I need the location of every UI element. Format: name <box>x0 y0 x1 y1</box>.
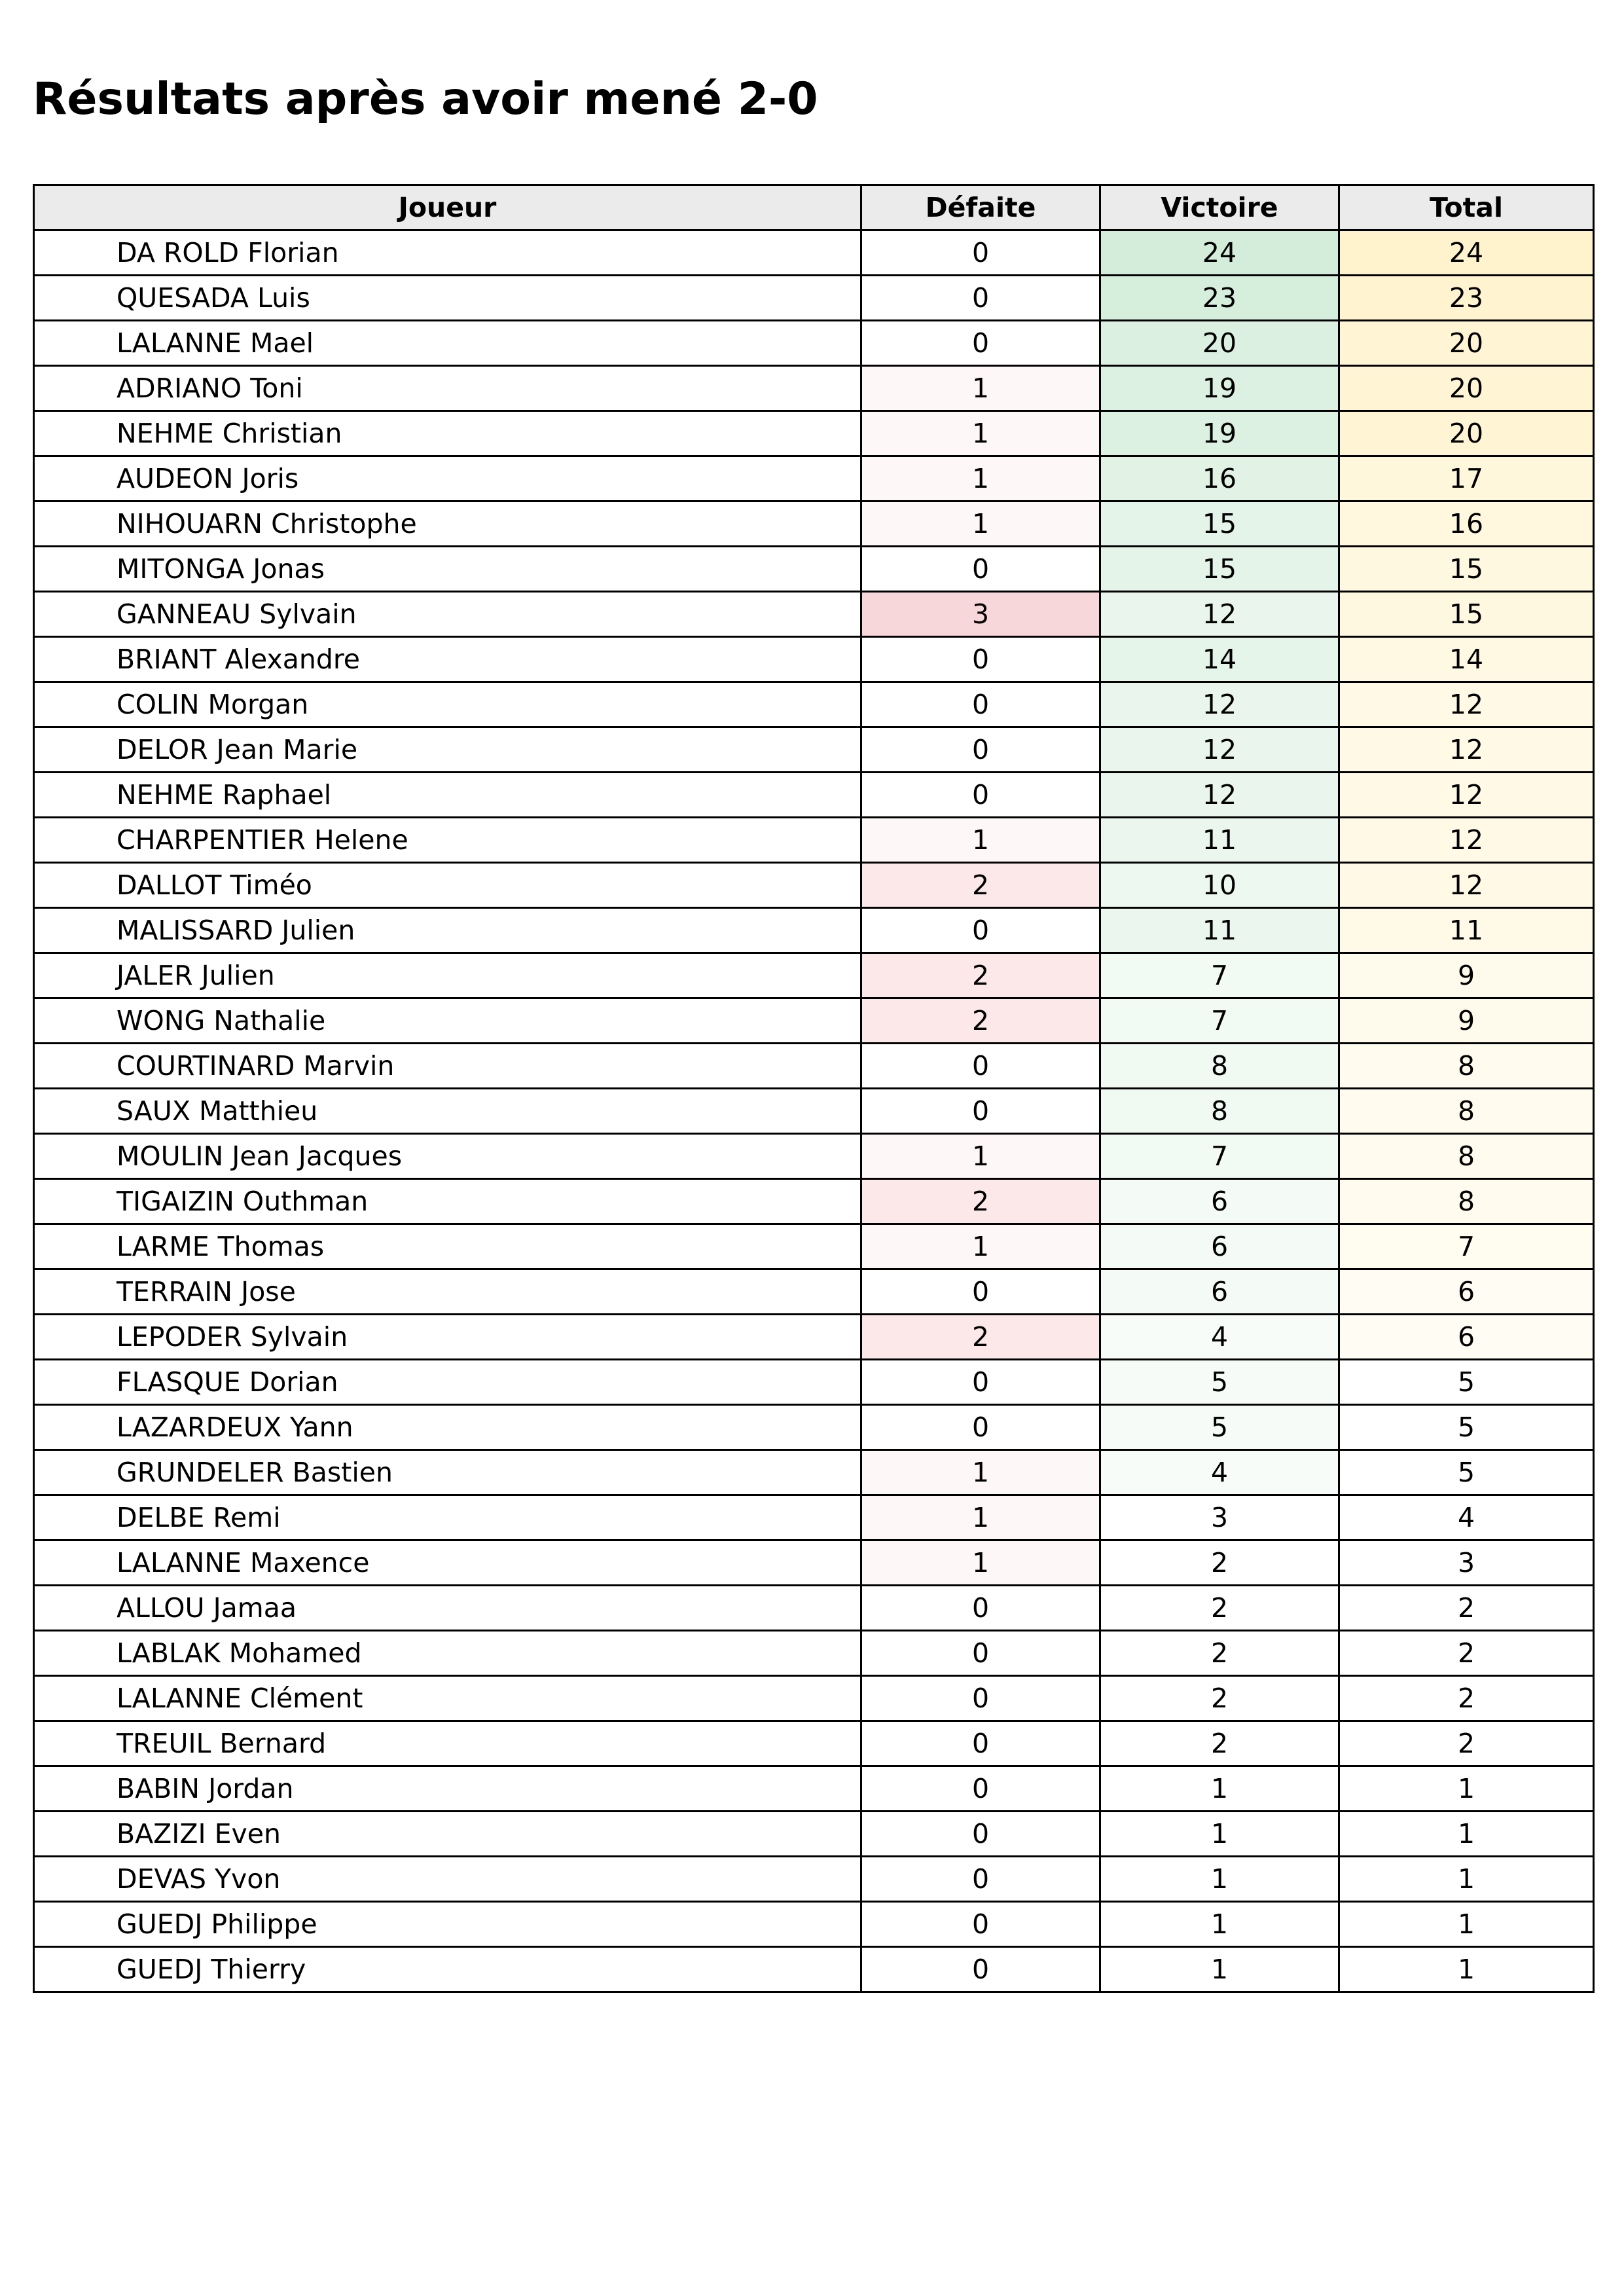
table-row <box>34 456 1594 501</box>
player-name-cell: DALLOT Timéo <box>34 863 861 908</box>
total-cell: 1 <box>1339 1766 1594 1812</box>
loss-cell: 0 <box>861 547 1100 592</box>
loss-cell: 0 <box>861 727 1100 773</box>
player-name-cell: LAZARDEUX Yann <box>34 1405 861 1450</box>
player-name-cell: FLASQUE Dorian <box>34 1360 861 1405</box>
win-cell: 20 <box>1100 321 1339 366</box>
player-name-cell: ADRIANO Toni <box>34 366 861 411</box>
column-header-win: Victoire <box>1100 185 1339 230</box>
loss-cell: 0 <box>861 1631 1100 1676</box>
table-row <box>34 1631 1594 1676</box>
table-row <box>34 1450 1594 1495</box>
total-cell: 7 <box>1339 1224 1594 1269</box>
win-cell: 2 <box>1100 1676 1339 1721</box>
table-row <box>34 863 1594 908</box>
win-cell: 5 <box>1100 1405 1339 1450</box>
table-row <box>34 276 1594 321</box>
loss-cell: 0 <box>861 1360 1100 1405</box>
loss-cell: 0 <box>861 1947 1100 1992</box>
loss-cell: 1 <box>861 456 1100 501</box>
loss-cell: 0 <box>861 1089 1100 1134</box>
win-cell: 8 <box>1100 1089 1339 1134</box>
win-cell: 2 <box>1100 1586 1339 1631</box>
player-name-cell: WONG Nathalie <box>34 998 861 1044</box>
loss-cell: 0 <box>861 321 1100 366</box>
player-name-cell: LALANNE Maxence <box>34 1540 861 1586</box>
table-row <box>34 1766 1594 1812</box>
loss-cell: 1 <box>861 1495 1100 1540</box>
win-cell: 1 <box>1100 1902 1339 1947</box>
loss-cell: 1 <box>861 1134 1100 1179</box>
win-cell: 1 <box>1100 1766 1339 1812</box>
player-name-cell: NIHOUARN Christophe <box>34 501 861 547</box>
column-header-total: Total <box>1339 185 1594 230</box>
win-cell: 6 <box>1100 1269 1339 1315</box>
table-row <box>34 1721 1594 1766</box>
table-row <box>34 818 1594 863</box>
table-row <box>34 637 1594 682</box>
total-cell: 3 <box>1339 1540 1594 1586</box>
win-cell: 8 <box>1100 1044 1339 1089</box>
total-cell: 23 <box>1339 276 1594 321</box>
total-cell: 4 <box>1339 1495 1594 1540</box>
table-row <box>34 501 1594 547</box>
loss-cell: 2 <box>861 863 1100 908</box>
player-name-cell: GUEDJ Philippe <box>34 1902 861 1947</box>
win-cell: 11 <box>1100 818 1339 863</box>
total-cell: 2 <box>1339 1721 1594 1766</box>
player-name-cell: LARME Thomas <box>34 1224 861 1269</box>
player-name-cell: LALANNE Clément <box>34 1676 861 1721</box>
table-row <box>34 1405 1594 1450</box>
table-row <box>34 1812 1594 1857</box>
total-cell: 6 <box>1339 1315 1594 1360</box>
loss-cell: 2 <box>861 1179 1100 1224</box>
total-cell: 20 <box>1339 366 1594 411</box>
player-name-cell: ALLOU Jamaa <box>34 1586 861 1631</box>
total-cell: 1 <box>1339 1947 1594 1992</box>
table-row <box>34 908 1594 953</box>
loss-cell: 1 <box>861 1450 1100 1495</box>
total-cell: 5 <box>1339 1405 1594 1450</box>
column-header-player: Joueur <box>34 185 861 230</box>
loss-cell: 0 <box>861 1044 1100 1089</box>
column-header-loss: Défaite <box>861 185 1100 230</box>
total-cell: 8 <box>1339 1179 1594 1224</box>
total-cell: 8 <box>1339 1134 1594 1179</box>
player-name-cell: NEHME Christian <box>34 411 861 456</box>
total-cell: 2 <box>1339 1586 1594 1631</box>
total-cell: 2 <box>1339 1631 1594 1676</box>
total-cell: 14 <box>1339 637 1594 682</box>
total-cell: 15 <box>1339 547 1594 592</box>
win-cell: 5 <box>1100 1360 1339 1405</box>
loss-cell: 0 <box>861 1676 1100 1721</box>
table-row <box>34 1947 1594 1992</box>
loss-cell: 1 <box>861 366 1100 411</box>
table-row <box>34 1586 1594 1631</box>
results-body <box>34 230 1594 1992</box>
loss-cell: 0 <box>861 1269 1100 1315</box>
win-cell: 15 <box>1100 501 1339 547</box>
loss-cell: 1 <box>861 818 1100 863</box>
win-cell: 15 <box>1100 547 1339 592</box>
loss-cell: 0 <box>861 908 1100 953</box>
player-name-cell: BRIANT Alexandre <box>34 637 861 682</box>
loss-cell: 0 <box>861 1812 1100 1857</box>
win-cell: 19 <box>1100 366 1339 411</box>
win-cell: 1 <box>1100 1857 1339 1902</box>
loss-cell: 0 <box>861 230 1100 276</box>
total-cell: 5 <box>1339 1450 1594 1495</box>
win-cell: 4 <box>1100 1450 1339 1495</box>
table-row <box>34 998 1594 1044</box>
player-name-cell: DELBE Remi <box>34 1495 861 1540</box>
player-name-cell: DELOR Jean Marie <box>34 727 861 773</box>
table-row <box>34 1902 1594 1947</box>
table-row <box>34 1540 1594 1586</box>
player-name-cell: CHARPENTIER Helene <box>34 818 861 863</box>
win-cell: 12 <box>1100 727 1339 773</box>
win-cell: 12 <box>1100 773 1339 818</box>
player-name-cell: BABIN Jordan <box>34 1766 861 1812</box>
player-name-cell: TREUIL Bernard <box>34 1721 861 1766</box>
total-cell: 24 <box>1339 230 1594 276</box>
loss-cell: 0 <box>861 1902 1100 1947</box>
win-cell: 19 <box>1100 411 1339 456</box>
player-name-cell: MALISSARD Julien <box>34 908 861 953</box>
total-cell: 5 <box>1339 1360 1594 1405</box>
player-name-cell: LABLAK Mohamed <box>34 1631 861 1676</box>
player-name-cell: LALANNE Mael <box>34 321 861 366</box>
table-row <box>34 1315 1594 1360</box>
win-cell: 12 <box>1100 592 1339 637</box>
table-row <box>34 1857 1594 1902</box>
total-cell: 20 <box>1339 411 1594 456</box>
total-cell: 8 <box>1339 1089 1594 1134</box>
player-name-cell: COLIN Morgan <box>34 682 861 727</box>
player-name-cell: GRUNDELER Bastien <box>34 1450 861 1495</box>
player-name-cell: MITONGA Jonas <box>34 547 861 592</box>
win-cell: 2 <box>1100 1540 1339 1586</box>
header-row <box>34 185 1594 230</box>
loss-cell: 3 <box>861 592 1100 637</box>
win-cell: 2 <box>1100 1721 1339 1766</box>
player-name-cell: TERRAIN Jose <box>34 1269 861 1315</box>
player-name-cell: JALER Julien <box>34 953 861 998</box>
loss-cell: 1 <box>861 1224 1100 1269</box>
win-cell: 2 <box>1100 1631 1339 1676</box>
loss-cell: 2 <box>861 998 1100 1044</box>
loss-cell: 1 <box>861 411 1100 456</box>
loss-cell: 0 <box>861 1857 1100 1902</box>
table-row <box>34 953 1594 998</box>
win-cell: 12 <box>1100 682 1339 727</box>
win-cell: 14 <box>1100 637 1339 682</box>
win-cell: 3 <box>1100 1495 1339 1540</box>
player-name-cell: DA ROLD Florian <box>34 230 861 276</box>
table-row <box>34 547 1594 592</box>
table-row <box>34 773 1594 818</box>
player-name-cell: AUDEON Joris <box>34 456 861 501</box>
player-name-cell: SAUX Matthieu <box>34 1089 861 1134</box>
loss-cell: 0 <box>861 1721 1100 1766</box>
player-name-cell: MOULIN Jean Jacques <box>34 1134 861 1179</box>
win-cell: 1 <box>1100 1812 1339 1857</box>
win-cell: 11 <box>1100 908 1339 953</box>
loss-cell: 0 <box>861 773 1100 818</box>
table-row <box>34 1134 1594 1179</box>
total-cell: 2 <box>1339 1676 1594 1721</box>
player-name-cell: GUEDJ Thierry <box>34 1947 861 1992</box>
table-row <box>34 1360 1594 1405</box>
results-table <box>33 184 1595 1993</box>
win-cell: 1 <box>1100 1947 1339 1992</box>
win-cell: 24 <box>1100 230 1339 276</box>
player-name-cell: NEHME Raphael <box>34 773 861 818</box>
win-cell: 23 <box>1100 276 1339 321</box>
loss-cell: 1 <box>861 501 1100 547</box>
win-cell: 7 <box>1100 1134 1339 1179</box>
loss-cell: 0 <box>861 1766 1100 1812</box>
win-cell: 7 <box>1100 998 1339 1044</box>
total-cell: 12 <box>1339 773 1594 818</box>
table-row <box>34 1676 1594 1721</box>
total-cell: 1 <box>1339 1902 1594 1947</box>
loss-cell: 0 <box>861 637 1100 682</box>
player-name-cell: DEVAS Yvon <box>34 1857 861 1902</box>
win-cell: 6 <box>1100 1224 1339 1269</box>
total-cell: 8 <box>1339 1044 1594 1089</box>
player-name-cell: COURTINARD Marvin <box>34 1044 861 1089</box>
total-cell: 11 <box>1339 908 1594 953</box>
total-cell: 6 <box>1339 1269 1594 1315</box>
table-row <box>34 592 1594 637</box>
table-row <box>34 366 1594 411</box>
loss-cell: 2 <box>861 1315 1100 1360</box>
total-cell: 9 <box>1339 998 1594 1044</box>
total-cell: 1 <box>1339 1857 1594 1902</box>
table-row <box>34 1224 1594 1269</box>
table-row <box>34 1089 1594 1134</box>
loss-cell: 1 <box>861 1540 1100 1586</box>
total-cell: 16 <box>1339 501 1594 547</box>
table-row <box>34 1495 1594 1540</box>
table-row <box>34 230 1594 276</box>
page-title: Résultats après avoir mené 2-0 <box>33 73 818 125</box>
total-cell: 9 <box>1339 953 1594 998</box>
loss-cell: 2 <box>861 953 1100 998</box>
table-row <box>34 1269 1594 1315</box>
total-cell: 12 <box>1339 863 1594 908</box>
table-row <box>34 321 1594 366</box>
player-name-cell: GANNEAU Sylvain <box>34 592 861 637</box>
table-row <box>34 727 1594 773</box>
win-cell: 7 <box>1100 953 1339 998</box>
player-name-cell: BAZIZI Even <box>34 1812 861 1857</box>
table-row <box>34 1044 1594 1089</box>
loss-cell: 0 <box>861 1586 1100 1631</box>
loss-cell: 0 <box>861 276 1100 321</box>
total-cell: 17 <box>1339 456 1594 501</box>
table-row <box>34 411 1594 456</box>
player-name-cell: LEPODER Sylvain <box>34 1315 861 1360</box>
total-cell: 1 <box>1339 1812 1594 1857</box>
total-cell: 12 <box>1339 818 1594 863</box>
win-cell: 4 <box>1100 1315 1339 1360</box>
win-cell: 6 <box>1100 1179 1339 1224</box>
total-cell: 20 <box>1339 321 1594 366</box>
table-row <box>34 1179 1594 1224</box>
loss-cell: 0 <box>861 682 1100 727</box>
loss-cell: 0 <box>861 1405 1100 1450</box>
win-cell: 10 <box>1100 863 1339 908</box>
total-cell: 12 <box>1339 727 1594 773</box>
win-cell: 16 <box>1100 456 1339 501</box>
table-row <box>34 682 1594 727</box>
player-name-cell: TIGAIZIN Outhman <box>34 1179 861 1224</box>
player-name-cell: QUESADA Luis <box>34 276 861 321</box>
total-cell: 12 <box>1339 682 1594 727</box>
total-cell: 15 <box>1339 592 1594 637</box>
